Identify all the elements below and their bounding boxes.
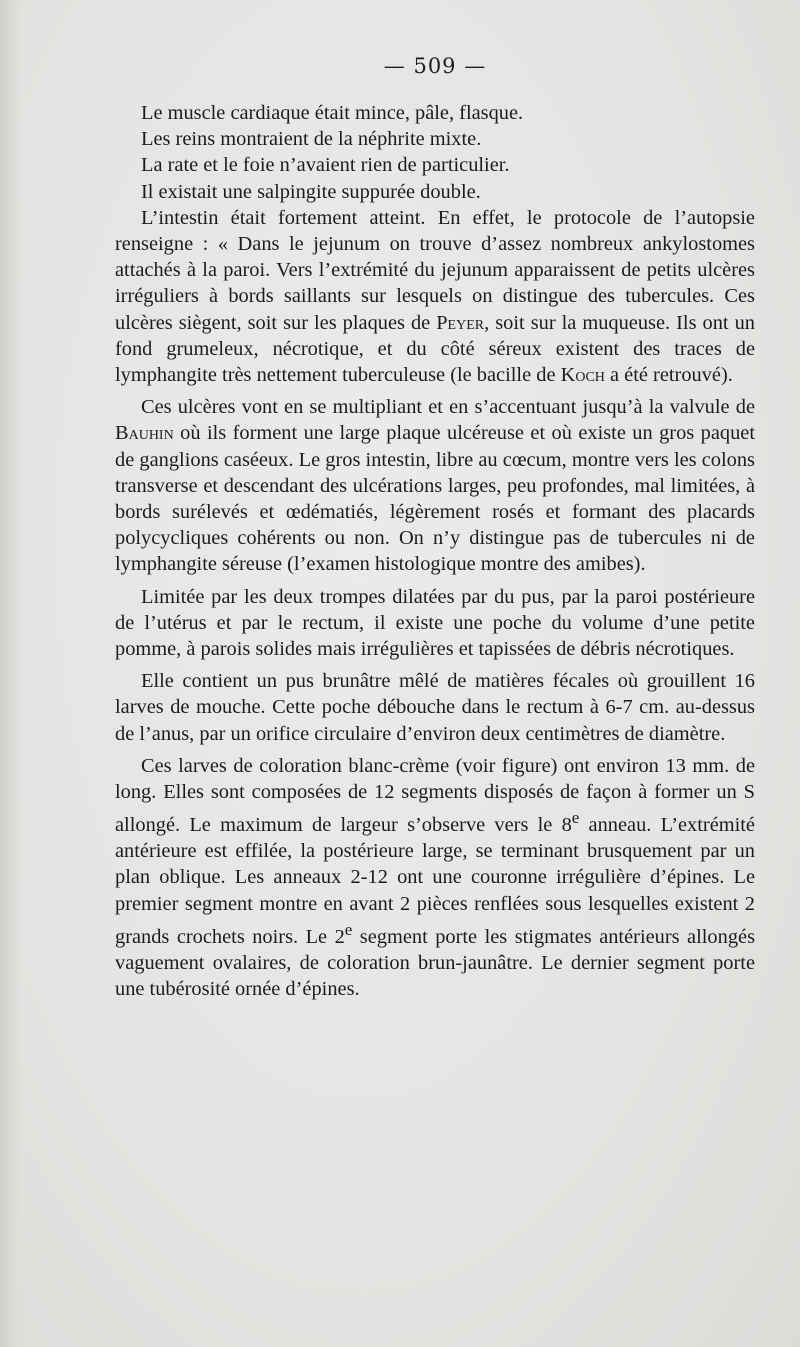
name-koch: Koch <box>560 364 605 387</box>
paragraph-poche: Limitée par les deux trompes dilatées par du pus, par la paroi postérieure de l’utérus et par le rectum, il existe une poche du volume d’une petite pomme, à parois solides mais irrégulières et tapissées de débris nécrotiques. <box>115 585 755 661</box>
page-number: — 509 — <box>383 54 487 78</box>
superscript-e-1: e <box>571 808 580 828</box>
intro-line-2: Les reins montraient de la néphrite mixte. <box>141 128 482 151</box>
name-bauhin: Bauhin <box>115 422 174 445</box>
larves-text-2: anneau. L’extrémité antérieure est effilée, la postérieure large, se terminant brusquement par un plan oblique. Les anneaux 2-12 ont une couronne irrégulière d’épines. Le premier segment montre en avant 2 pièces renflées sous lesquelles existent 2 grands crochets noirs. Le 2 <box>115 814 755 948</box>
larves-text-1: Ces larves de coloration blanc-crème (voir figure) ont environ 13 mm. de long. Elles sont composées de 12 segments disposés de façon à former un S allongé. Le maximum de largeur s’observe vers le 8 <box>115 754 755 837</box>
intro-line-3: La rate et le foie n’avaient rien de particulier. <box>141 154 510 177</box>
intestin-text-3: a été retrouvé). <box>610 364 733 387</box>
paragraph-intestin <box>115 205 755 388</box>
superscript-e-2: e <box>344 919 353 939</box>
page-spine-shadow <box>0 0 22 1347</box>
paragraph-contient: Elle contient un pus brunâtre mêlé de matières fécales où grouillent 16 larves de mouche. Cette poche débouche dans le rectum à 6-7 cm. au-dessus de l’anus, par un orifice circulaire d’environ deux centimètres de diamètre. <box>115 670 755 745</box>
ulceres-text-2: où ils forment une large plaque ulcéreuse et où existe un gros paquet de ganglions caséeux. Le gros intestin, libre au cœcum, montre vers les colons transverse et descendant des ulcérations larges, peu profondes, mal limitées, à bords surélevés et œdématiés, légèrement rosés et formant des placards polycycliques cohérents ou non. On n’y distingue pas de tubercules ni de lymphangite séreuse (l’examen histologique montre des amibes). <box>115 422 755 576</box>
paragraph-larves <box>115 753 755 1002</box>
intestin-text-2: , soit sur la muqueuse. Ils ont un fond grumeleux, nécrotique, et du côté séreux existent des traces de lymphangite très nettement tuberculeuse (le bacille de <box>115 311 755 387</box>
larves-text-3: segment porte les stigmates antérieurs allongés vaguement ovalaires, de coloration brun-jaunâtre. Le dernier segment porte une tubérosité ornée d’épines. <box>115 925 756 1001</box>
body-text <box>115 100 755 1002</box>
name-peyer: Peyer <box>436 311 485 334</box>
intro-line-4: Il existait une salpingite suppurée double. <box>141 180 481 203</box>
intro-line-1: Le muscle cardiaque était mince, pâle, flasque. <box>141 102 524 124</box>
paragraph-ulceres <box>115 394 755 577</box>
intestin-text-1: L’intestin était fortement atteint. En effet, le protocole de l’autopsie renseigne : « Dans le jejunum on trouve d’assez nombreux ankylostomes attachés à la paroi. Vers l’extrémité du jejunum apparaissent de petits ulcères irréguliers à bords saillants sur lesquels on distingue des tubercules. Ces ulcères siègent, soit sur les plaques de <box>115 206 755 334</box>
ulceres-text-1: Ces ulcères vont en se multipliant et en s’accentuant jusqu’à la valvule de <box>141 396 755 419</box>
